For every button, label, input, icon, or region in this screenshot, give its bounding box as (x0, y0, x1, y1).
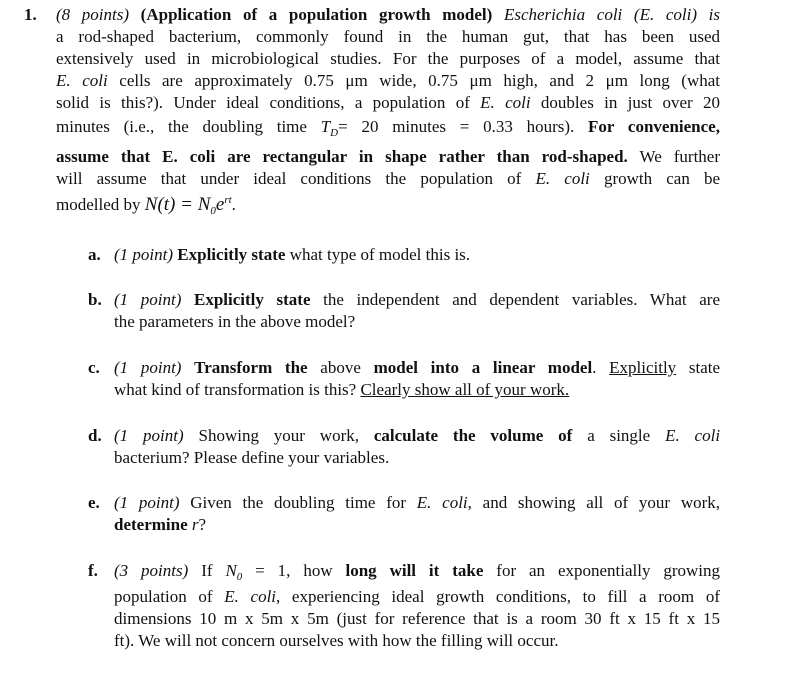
question-points: (8 points) (56, 5, 130, 24)
intro-line-4: E. coli cells are approximately 0.75 μm wide, 0.75 μm high, and 2 μm long (what (56, 71, 720, 90)
intro-line-7: assume that E. coli are rectangular in shape rather than rod-shaped. We further (56, 147, 720, 166)
intro-line-3: extensively used in microbiological studies. For the purposes of a model, assume that (56, 49, 720, 68)
part-c-line-1: (1 point) Transform the above model into a linear model. Explicitly state (114, 358, 721, 377)
part-d-label: d. (88, 426, 102, 445)
intro-line-6: minutes (i.e., the doubling time $T_D= 20$ minutes = 0.33 hours). For convenience, (56, 117, 720, 139)
part-b-line-1: (1 point) Explicitly state the independent and dependent variables. What are (114, 290, 720, 309)
part-b-label: b. (88, 290, 102, 309)
intro-line-8: will assume that under ideal conditions the population of E. coli growth can be (56, 169, 721, 188)
part-a-line-1: (1 point) Explicitly state what type of model this is. (114, 245, 471, 264)
part-e-line-1: (1 point) Given the doubling time for E. coli, and showing all of your work, (114, 493, 721, 512)
intro-organism: Escherichia coli (E. coli) is (503, 5, 720, 24)
question-title: (Application of a population growth model) (140, 5, 493, 24)
part-c-line-2: what kind of transformation is this? Clearly show all of your work. (114, 380, 570, 399)
part-f-line-4: ft). We will not concern ourselves with how the filling will occur. (114, 631, 559, 650)
part-f-line-2: population of E. coli, experiencing ideal growth conditions, to fill a room of (114, 587, 720, 606)
intro-line-1 (56, 4, 720, 26)
part-f-line-1: (3 points) If $N_0 = 1$, how long will it take for an exponentially growing (114, 561, 721, 583)
part-b-line-2: the parameters in the above model? (114, 312, 356, 331)
part-f-line-3: dimensions 10 m x 5m x 5m (just for reference that is a room 30 ft x 15 ft x 15 (114, 609, 720, 628)
intro-line-9: modelled by $N(t) = N_0e^{rt}$. (56, 194, 236, 217)
part-a-label: a. (88, 245, 101, 264)
part-d-line-2: bacterium? Please define your variables. (114, 448, 390, 467)
part-e-label: e. (88, 493, 100, 512)
intro-line-2: a rod-shaped bacterium, commonly found in the human gut, that has been used (56, 27, 720, 46)
intro-line-5: solid is this?). Under ideal conditions, a population of E. coli doubles in just over 20 (56, 93, 721, 112)
model-equation: $N(t) = N_0e^{rt}$ (144, 194, 232, 217)
part-f-label: f. (88, 561, 98, 580)
question-number: 1. (24, 5, 37, 24)
initial-population-symbol: $N_0$ (225, 561, 243, 583)
rate-variable: r (191, 515, 199, 534)
doubling-time-symbol: $T_D$ (320, 117, 339, 139)
part-d-line-1: (1 point) Showing your work, calculate the volume of a single E. coli (114, 426, 721, 445)
part-e-line-2: determine r? (114, 515, 207, 534)
part-c-label: c. (88, 358, 100, 377)
